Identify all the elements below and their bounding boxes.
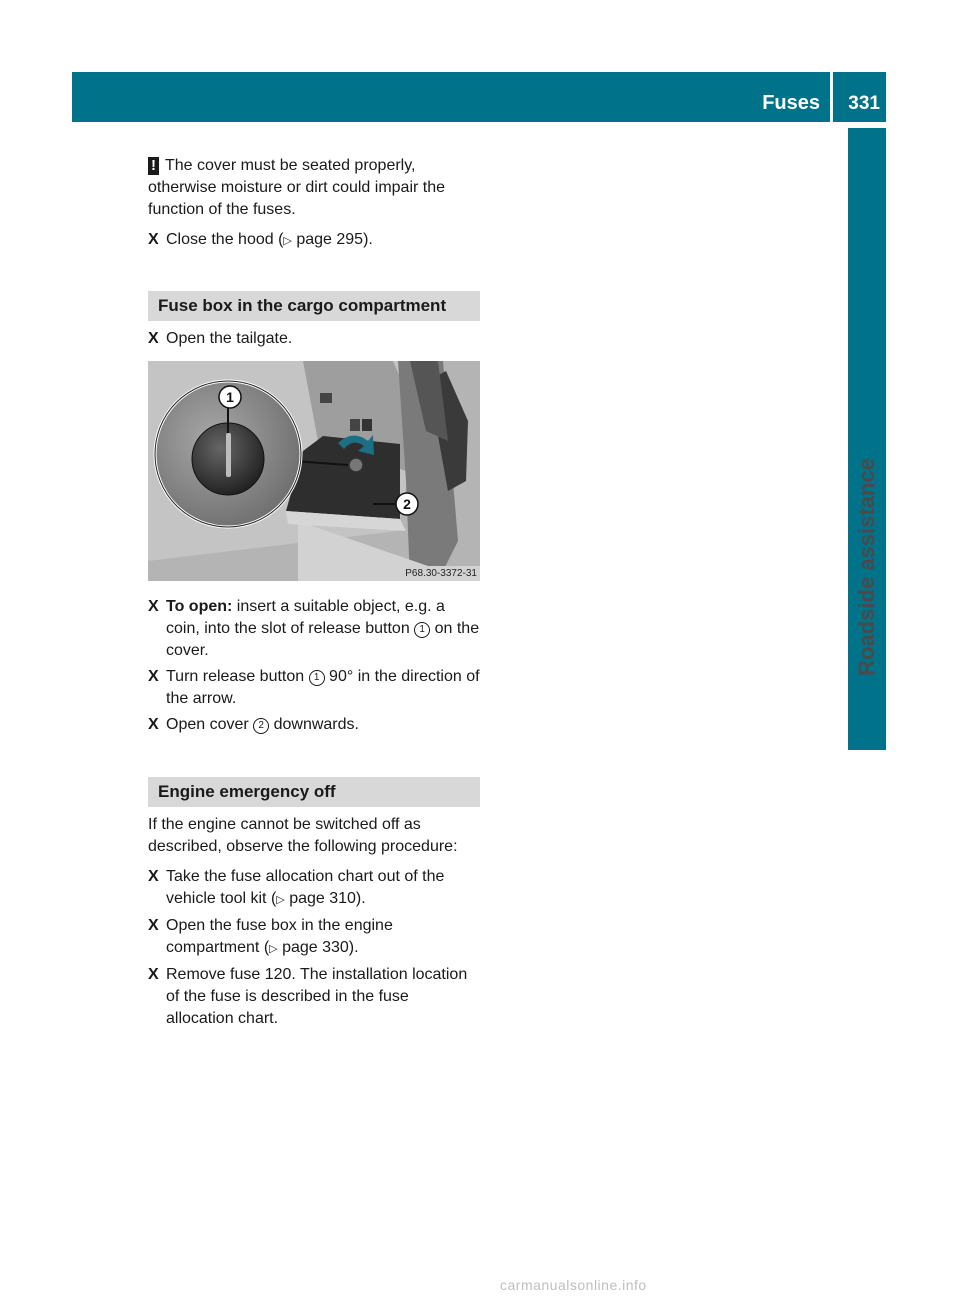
step-turn-button: X Turn release button 1 90° in the direction of the arrow. — [148, 668, 480, 707]
header-divider — [830, 72, 833, 122]
step-open-fuse-box: X Open the fuse box in the engine compartment (▷ page 330). — [148, 917, 393, 956]
figure-code: P68.30-3372-31 — [405, 568, 477, 579]
watermark: carmanualsonline.info — [500, 1277, 647, 1293]
step-list — [148, 596, 480, 736]
step-marker-icon: X — [148, 668, 159, 685]
step-list — [148, 328, 480, 350]
step-marker-icon: X — [148, 966, 159, 983]
step-marker-icon: X — [148, 330, 159, 347]
section-title: Fuses — [762, 92, 820, 114]
step-remove-fuse: X Remove fuse 120. The installation location of the fuse is described in the fuse allocation chart. — [148, 966, 468, 1027]
callout-ref-1: 1 — [414, 622, 430, 638]
step-to-open: X To open: insert a suitable object, e.g. a coin, into the slot of release button 1 on the cover. — [148, 598, 480, 659]
page-ref-arrow-icon: ▷ — [283, 235, 292, 247]
notice-paragraph — [148, 155, 480, 221]
section-heading-emergency-off: Engine emergency off — [148, 777, 480, 807]
step-list — [148, 229, 480, 252]
notice-block — [148, 155, 480, 221]
callout-1-label: 1 — [226, 389, 234, 405]
section2-body — [148, 814, 480, 1030]
step-close-hood: X Close the hood (▷ page 295). — [148, 229, 480, 252]
step-marker-icon: X — [148, 598, 159, 615]
header-bar — [72, 72, 886, 122]
callout-2-label: 2 — [403, 496, 411, 512]
notice-text: The cover must be seated properly, otherwise moisture or dirt could impair the function of the fuses. — [148, 157, 446, 218]
page-number: 331 — [848, 93, 880, 114]
warning-icon: ! — [148, 157, 159, 175]
cargo-fuse-box-illustration — [148, 361, 480, 581]
step-open-tailgate: X Open the tailgate. — [148, 328, 480, 350]
step-take-chart: X Take the fuse allocation chart out of the vehicle tool kit (▷ page 310). — [148, 868, 445, 907]
page-ref-link[interactable]: page 330 — [282, 939, 349, 956]
page-ref-arrow-icon: ▷ — [276, 894, 285, 906]
page-ref-link[interactable]: page 310 — [289, 890, 356, 907]
page-ref-link[interactable]: page 295 — [296, 231, 364, 248]
step-marker-icon: X — [148, 231, 159, 248]
step-marker-icon: X — [148, 917, 159, 934]
callout-ref-1: 1 — [309, 670, 325, 686]
section-heading-cargo: Fuse box in the cargo compartment — [148, 291, 480, 321]
step-marker-icon: X — [148, 716, 159, 733]
step-open-cover: X Open cover 2 downwards. — [148, 714, 480, 736]
intro-paragraph: If the engine cannot be switched off as described, observe the following procedure: — [148, 816, 458, 855]
step-marker-icon: X — [148, 868, 159, 885]
chapter-label: Roadside assistance — [854, 458, 879, 676]
callout-ref-2: 2 — [253, 718, 269, 734]
page-ref-arrow-icon: ▷ — [269, 943, 278, 955]
